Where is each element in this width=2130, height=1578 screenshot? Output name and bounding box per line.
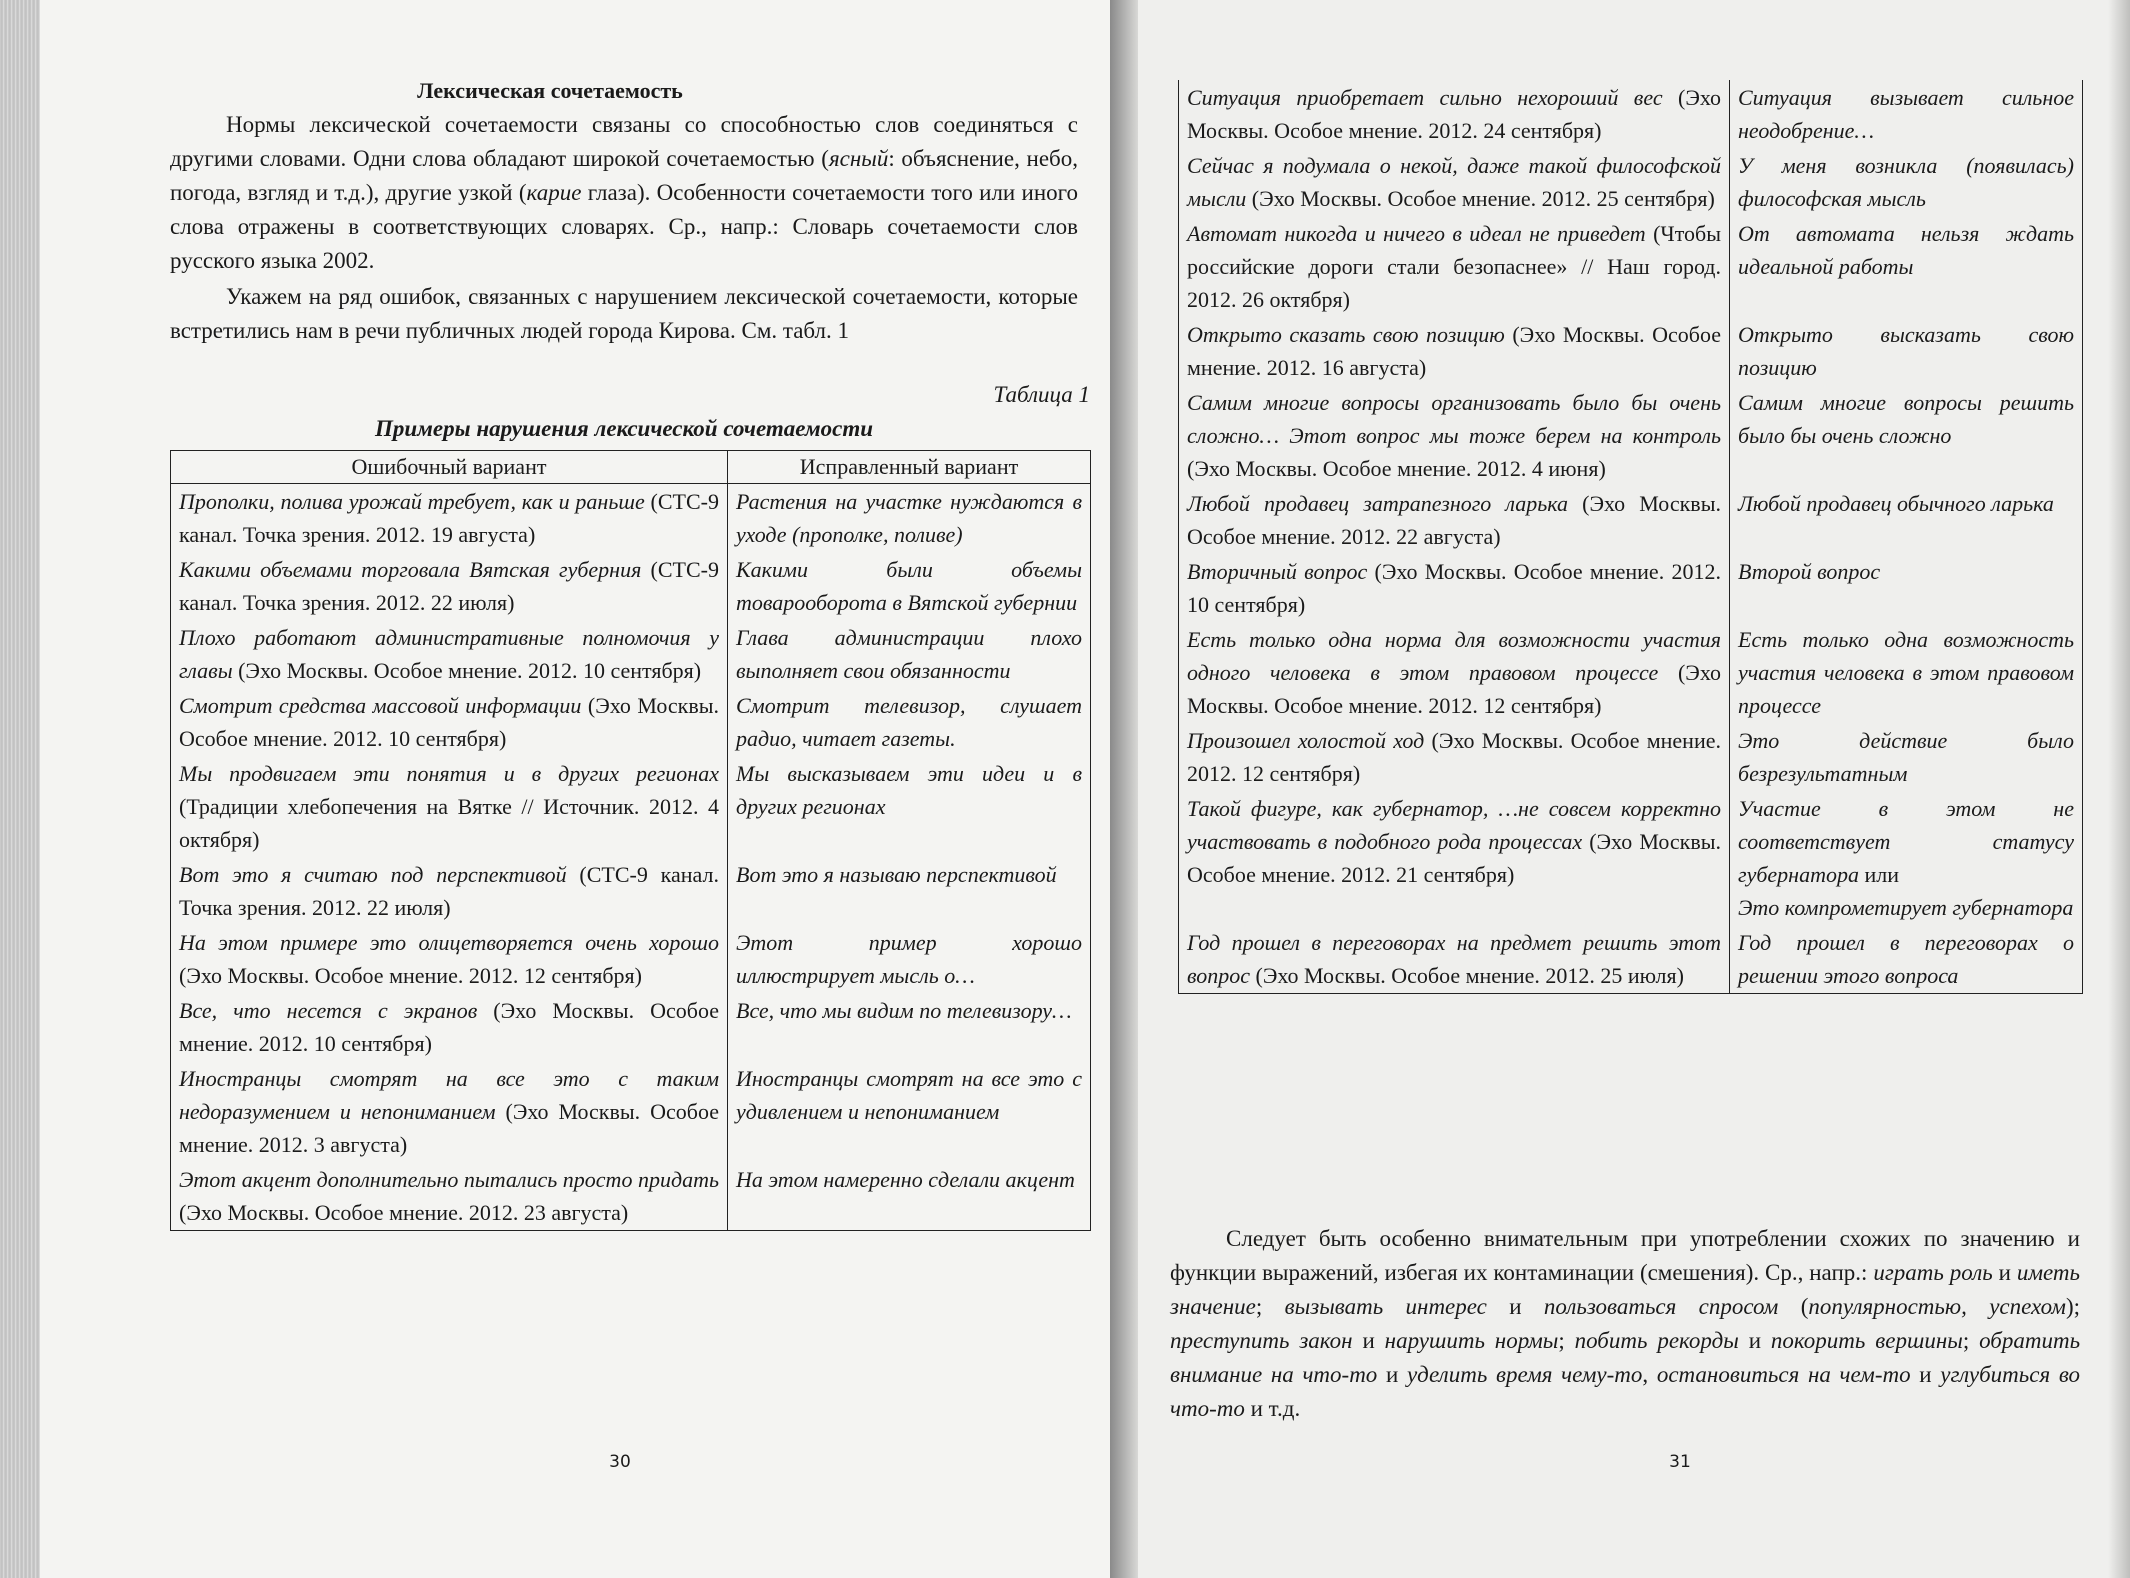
wrong-phrase: Ситуация приобретает сильно нехороший вес <box>1187 85 1663 110</box>
right-page <box>1110 0 2130 1578</box>
correct-variant-cell <box>728 484 1091 553</box>
table-caption: Таблица 1 <box>993 382 1090 407</box>
table-row <box>171 993 1091 1061</box>
contamination-paragraph: Следует быть особенно внимательным при употреблении схожих по значению и функции выражений, избегая их контаминации (смешения). Ср., напр.: играть роль и иметь значение; вызывать интерес и пользоваться спросом (популярностью, успехом); преступить закон и нарушить нормы; побить рекорды и покорить вершины; обратить внимание на что-то и уделить время чему-то, остановиться на чем-то и углубиться во что-то и т.д. <box>1170 1226 2081 1421</box>
wrong-variant-cell <box>1179 925 1730 994</box>
source-citation: (Эхо Москвы. Особое мнение. 2012. 21 сентября) <box>1187 829 1721 887</box>
wrong-phrase: На этом примере это олицетворяется очень хорошо <box>179 930 719 955</box>
source-citation: (Эхо Москвы. Особое мнение. 2012. 24 сентября) <box>1187 85 1722 143</box>
wrong-variant-cell <box>171 1061 728 1162</box>
wrong-variant-cell <box>171 484 728 553</box>
reference-paragraph: Укажем на ряд ошибок, связанных с нарушением лексической сочетаемости, которые встретились нам в речи публичных людей города Кирова. См. табл. 1 <box>170 284 1078 343</box>
correct-phrase: Этот пример хорошо иллюстрирует мысль о… <box>736 930 1082 988</box>
table-row <box>171 688 1091 756</box>
correct-variant-cell <box>728 620 1091 688</box>
source-citation: (Эхо Москвы. Особое мнение. 2012. 10 сентября) <box>1187 559 1721 617</box>
wrong-phrase: Какими объемами торговала Вятская губерния <box>179 557 642 582</box>
table-row <box>1179 723 2083 791</box>
wrong-phrase: Все, что несется с экранов <box>179 998 478 1023</box>
wrong-phrase: Открыто сказать свою позицию <box>1187 322 1505 347</box>
source-citation: (Эхо Москвы. Особое мнение. 2012. 10 сентября) <box>179 693 720 751</box>
source-citation: (Традиции хлебопечения на Вятке // Источник. 2012. 4 октября) <box>179 794 719 852</box>
wrong-variant-cell <box>1179 486 1730 554</box>
correct-phrase: Вот это я называю перспективой <box>736 862 1057 887</box>
wrong-variant-cell <box>1179 622 1730 723</box>
wrong-phrase: Любой продавец затрапезного ларька <box>1187 491 1569 516</box>
correct-phrase: На этом намеренно сделали акцент <box>736 1167 1075 1192</box>
errors-table-continued <box>1178 80 2083 994</box>
correct-variant-cell <box>1730 216 2083 317</box>
correct-variant-cell <box>1730 148 2083 216</box>
correct-phrase: От автомата нельзя ждать идеальной работы <box>1738 221 2074 279</box>
wrong-variant-cell <box>171 756 728 857</box>
table-row <box>171 552 1091 620</box>
correct-phrase: Второй вопрос <box>1738 559 1881 584</box>
source-citation: (Эхо Москвы. Особое мнение. 2012. 16 августа) <box>1187 322 1722 380</box>
correct-phrase: Ситуация вызывает сильное неодобрение… <box>1738 85 2074 143</box>
wrong-variant-cell <box>1179 317 1730 385</box>
wrong-variant-cell <box>171 1162 728 1231</box>
wrong-phrase: Есть только одна норма для возможности участия одного человека в этом правовом процессе <box>1187 627 1721 685</box>
table-row <box>1179 622 2083 723</box>
source-citation: (Эхо Москвы. Особое мнение. 2012. 22 августа) <box>1187 491 1721 549</box>
correct-variant-cell <box>1730 317 2083 385</box>
intro-paragraph: Нормы лексической сочетаемости связаны со способностью слов соединяться с другими словами. Одни слова обладают широкой сочетаемостью (ясный: объяснение, небо, погода, взгляд и т.д.), другие узкой (карие глаза). Особенности сочетаемости того или иного слова отражены в соответствующих словарях. Ср., напр.: Словарь сочетаемости слов русского языка 2002. <box>170 112 1079 273</box>
wrong-phrase: Этот акцент дополнительно пытались просто придать <box>179 1167 719 1192</box>
correct-phrase: Глава администрации плохо выполняет свои обязанности <box>736 625 1082 683</box>
wrong-phrase: Вторичный вопрос <box>1187 559 1368 584</box>
wrong-phrase: Смотрит средства массовой информации <box>179 693 582 718</box>
correct-phrase: Растения на участке нуждаются в уходе (прополке, поливе) <box>736 489 1082 547</box>
wrong-phrase: Прополки, полива урожай требует, как и раньше <box>179 489 645 514</box>
source-citation: (Эхо Москвы. Особое мнение. 2012. 25 сентября) <box>1246 186 1715 211</box>
source-citation: (Эхо Москвы. Особое мнение. 2012. 10 сентября) <box>232 658 702 683</box>
correct-phrase: Смотрит телевизор, слушает радио, читает газеты. <box>736 693 1082 751</box>
errors-table <box>170 450 1091 1231</box>
wrong-variant-cell <box>1179 80 1730 148</box>
source-citation: (СТС-9 канал. Точка зрения. 2012. 22 июля) <box>179 862 719 920</box>
source-citation: (СТС-9 канал. Точка зрения. 2012. 22 июля) <box>179 557 719 615</box>
correct-phrase-tail: или <box>1858 862 1900 887</box>
wrong-variant-cell <box>1179 216 1730 317</box>
correct-variant-cell <box>728 1162 1091 1231</box>
table-row <box>1179 486 2083 554</box>
wrong-variant-cell <box>171 620 728 688</box>
table-row <box>1179 791 2083 925</box>
correct-phrase: У меня возникла (появилась) философская мысль <box>1738 153 2074 211</box>
source-citation: (Эхо Москвы. Особое мнение. 2012. 12 сентября) <box>1187 660 1721 718</box>
correct-phrase: Иностранцы смотрят на все это с удивлением и непониманием <box>736 1066 1082 1124</box>
table-row <box>1179 148 2083 216</box>
wrong-variant-cell <box>1179 148 1730 216</box>
correct-variant-cell <box>728 552 1091 620</box>
table-row <box>1179 80 2083 148</box>
source-citation: (Эхо Москвы. Особое мнение. 2012. 12 сентября) <box>1187 728 1721 786</box>
correct-variant-cell <box>728 993 1091 1061</box>
table-row <box>171 620 1091 688</box>
correct-variant-cell <box>1730 385 2083 486</box>
correct-phrase: Любой продавец обычного ларька <box>1738 491 2054 516</box>
wrong-phrase: Вот это я считаю под перспективой <box>179 862 567 887</box>
correct-phrase: Открыто высказать свою позицию <box>1738 322 2074 380</box>
table-row <box>171 857 1091 925</box>
correct-variant-cell <box>728 857 1091 925</box>
wrong-phrase: Плохо работают административные полномочия у главы <box>179 625 719 683</box>
source-citation: (СТС-9 канал. Точка зрения. 2012. 19 августа) <box>179 489 719 547</box>
source-citation: (Эхо Москвы. Особое мнение. 2012. 23 августа) <box>179 1200 629 1225</box>
wrong-phrase: Самим многие вопросы организовать было бы очень сложно… Этот вопрос мы тоже берем на контроль <box>1187 390 1721 448</box>
wrong-variant-cell <box>171 688 728 756</box>
correct-phrase: Участие в этом не соответствует статусу губернатора <box>1738 796 2074 887</box>
correct-phrase: Мы высказываем эти идеи и в других регионах <box>736 761 1082 819</box>
table-row <box>1179 216 2083 317</box>
wrong-phrase: Сейчас я подумала о некой, даже такой философской мысли <box>1187 153 1721 211</box>
correct-variant-cell <box>728 925 1091 993</box>
source-citation: (Эхо Москвы. Особое мнение. 2012. 4 июня) <box>1187 456 1606 481</box>
table-row <box>1179 554 2083 622</box>
wrong-phrase: Произошел холостой ход <box>1187 728 1425 753</box>
wrong-variant-cell <box>1179 791 1730 925</box>
correct-variant-cell <box>728 756 1091 857</box>
wrong-phrase: Мы продвигаем эти понятия и в других регионах <box>179 761 719 786</box>
source-citation: (Эхо Москвы. Особое мнение. 2012. 3 августа) <box>179 1099 719 1157</box>
correct-phrase: Год прошел в переговорах о решении этого вопроса <box>1738 930 2074 988</box>
wrong-variant-cell <box>171 993 728 1061</box>
wrong-phrase: Автомат никогда и ничего в идеал не приведет <box>1187 221 1646 246</box>
wrong-variant-cell <box>1179 385 1730 486</box>
correct-variant-cell <box>1730 925 2083 994</box>
column-header-wrong: Ошибочный вариант <box>171 451 728 484</box>
correct-variant-cell <box>1730 791 2083 925</box>
correct-phrase: Какими были объемы товарооборота в Вятской губернии <box>736 557 1082 615</box>
wrong-phrase: Иностранцы смотрят на все это с таким недоразумением и непониманием <box>179 1066 719 1124</box>
wrong-phrase: Год прошел в переговорах на предмет решить этот вопрос <box>1187 930 1721 988</box>
correct-variant-cell <box>728 688 1091 756</box>
source-citation: (Эхо Москвы. Особое мнение. 2012. 10 сентября) <box>179 998 720 1056</box>
correct-phrase-alt: Это компрометирует губернатора <box>1738 895 2074 920</box>
source-citation: (Эхо Москвы. Особое мнение. 2012. 12 сентября) <box>179 963 642 988</box>
table-row <box>171 756 1091 857</box>
correct-phrase: Самим многие вопросы решить было бы очень сложно <box>1738 390 2074 448</box>
wrong-variant-cell <box>171 925 728 993</box>
correct-phrase: Есть только одна возможность участия человека в этом правовом процессе <box>1738 627 2074 718</box>
wrong-variant-cell <box>1179 723 1730 791</box>
correct-variant-cell <box>1730 554 2083 622</box>
correct-phrase: Это действие было безрезультатным <box>1738 728 2074 786</box>
table-row <box>171 484 1091 553</box>
section-heading: Лексическая сочетаемость <box>417 78 683 103</box>
table-row <box>171 1061 1091 1162</box>
wrong-variant-cell <box>171 552 728 620</box>
correct-variant-cell <box>1730 80 2083 148</box>
table-row <box>1179 925 2083 994</box>
source-citation: (Чтобы российские дороги стали безопаснее» // Наш город. 2012. 26 октября) <box>1187 221 1721 312</box>
correct-variant-cell <box>1730 622 2083 723</box>
table-title: Примеры нарушения лексической сочетаемости <box>374 416 874 441</box>
page-number: 31 <box>1669 1452 1691 1472</box>
correct-variant-cell <box>728 1061 1091 1162</box>
wrong-variant-cell <box>171 857 728 925</box>
column-header-correct: Исправленный вариант <box>728 451 1091 484</box>
correct-phrase: Все, что мы видим по телевизору… <box>736 998 1072 1023</box>
correct-variant-cell <box>1730 486 2083 554</box>
table-row <box>171 925 1091 993</box>
wrong-variant-cell <box>1179 554 1730 622</box>
table-row <box>1179 317 2083 385</box>
correct-variant-cell <box>1730 723 2083 791</box>
page-number: 30 <box>609 1452 631 1472</box>
table-row <box>1179 385 2083 486</box>
table-row <box>171 1162 1091 1231</box>
wrong-phrase: Такой фигуре, как губернатор, …не совсем корректно участвовать в подобного рода процессах <box>1187 796 1721 854</box>
source-citation: (Эхо Москвы. Особое мнение. 2012. 25 июля) <box>1250 963 1684 988</box>
